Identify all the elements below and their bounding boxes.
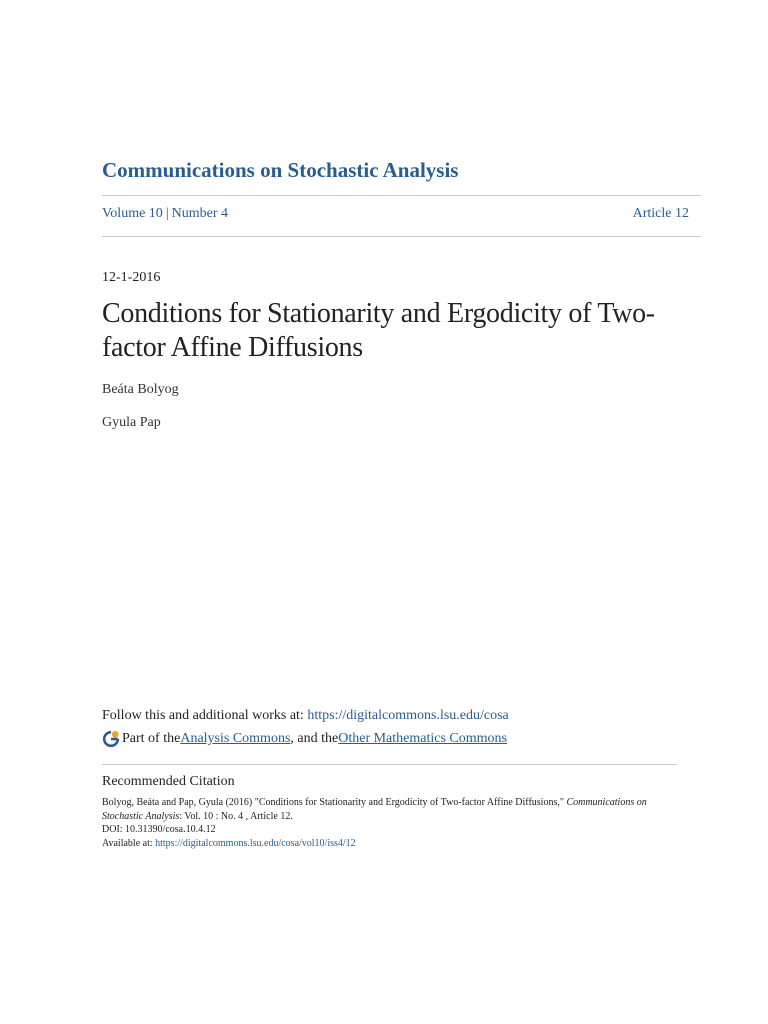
- follow-prefix: Follow this and additional works at:: [102, 708, 308, 723]
- citation-url-link[interactable]: https://digitalcommons.lsu.edu/cosa/vol10/iss4/12: [155, 837, 356, 849]
- paper-title: Conditions for Stationarity and Ergodicity of Two-factor Affine Diffusions: [102, 298, 655, 363]
- volume-link[interactable]: Volume 10: [102, 206, 163, 221]
- citation-journal: Communications on Stochastic Analysis: [102, 797, 647, 822]
- other-math-commons-link[interactable]: Other Mathematics Commons: [338, 731, 507, 746]
- citation-doi: DOI: 10.31390/cosa.10.4.12: [102, 824, 216, 835]
- author-1[interactable]: Beáta Bolyog: [102, 382, 179, 397]
- number-link[interactable]: Number 4: [171, 206, 229, 221]
- issue-separator: |: [165, 206, 169, 221]
- divider-bottom: [102, 236, 701, 237]
- analysis-commons-link[interactable]: Analysis Commons: [180, 731, 291, 746]
- network-icon[interactable]: [102, 730, 120, 748]
- citation-available-prefix: Available at:: [102, 837, 156, 849]
- divider-top: [102, 195, 701, 196]
- follow-url-link[interactable]: https://digitalcommons.lsu.edu/cosa: [307, 708, 509, 723]
- follow-line: [102, 708, 509, 724]
- article-link[interactable]: Article 12: [632, 206, 689, 221]
- citation-text-2: : Vol. 10 : No. 4 , Article 12.: [179, 810, 293, 822]
- part-of-prefix: Part of the: [122, 731, 181, 746]
- part-of-mid: , and the: [290, 731, 339, 746]
- publication-date: 12-1-2016: [102, 270, 161, 285]
- citation-text-1: Bolyog, Beáta and Pap, Gyula (2016) "Conditions for Stationarity and Ergodicity of Two-factor Affine Diffusions,": [102, 797, 567, 808]
- citation-block: [102, 796, 677, 850]
- author-2[interactable]: Gyula Pap: [102, 415, 161, 430]
- issue-line: [102, 206, 689, 222]
- divider-citation: [102, 764, 677, 765]
- part-of-line: [102, 730, 507, 748]
- recommended-citation-heading: Recommended Citation: [102, 774, 235, 789]
- journal-title[interactable]: Communications on Stochastic Analysis: [102, 158, 459, 182]
